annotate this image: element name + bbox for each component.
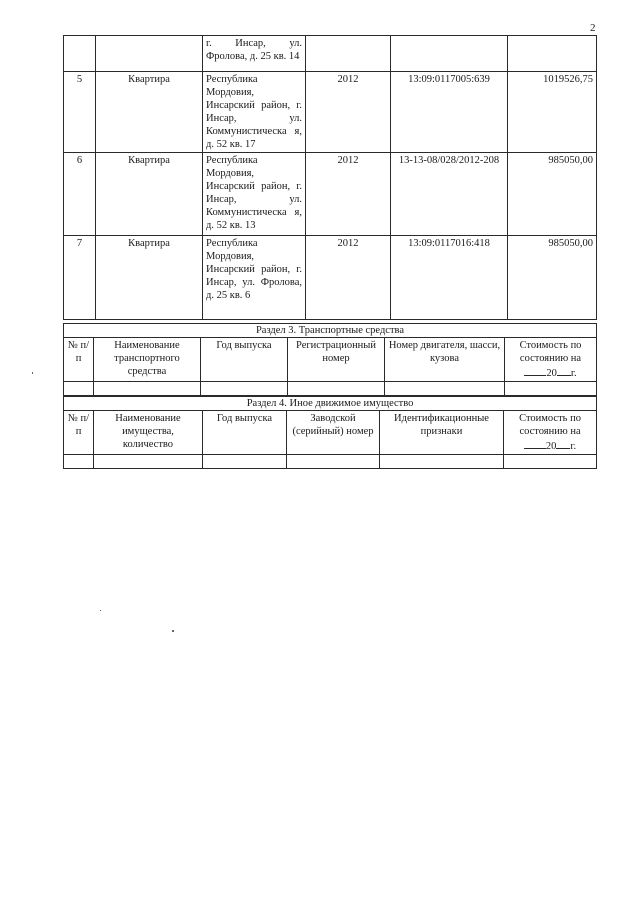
object-address: г. Инсар, ул. Фролова, д. 25 кв. 14 [203,36,306,72]
object-cost: 985050,00 [508,236,597,320]
object-name: Квартира [96,236,203,320]
object-name: Квартира [96,72,203,153]
header-vehicle-name: Наименование транспортного средства [94,338,201,382]
table-row [64,36,597,72]
table-row [64,382,597,396]
object-address: Республика Мордовия, Инсарский район, г. Инсар, ул. Коммунистическа я, д. 52 кв. 17 [203,72,306,153]
blank-line [557,365,571,376]
movable-property-table [63,396,597,469]
header-cost-text: Стоимость по состоянию на [519,340,582,364]
scan-speck [100,610,101,611]
header-cost-suffix: г. [570,368,577,379]
scan-speck [32,372,33,374]
cadastral-number: 13:09:0117016:418 [391,236,508,320]
object-name [96,36,203,72]
header-year: Год выпуска [203,411,287,455]
cadastral-number: 13-13-08/028/2012-208 [391,153,508,236]
row-number [64,36,96,72]
row-number: 5 [64,72,96,153]
header-serial-number: Заводской (серийный) номер [287,411,380,455]
section-3-title: Раздел 3. Транспортные средства [64,324,597,338]
table-header-row [64,338,597,382]
header-cost-year: 20 [545,441,557,452]
real-estate-table [63,35,597,320]
cadastral-number [391,36,508,72]
object-year: 2012 [306,153,391,236]
section-4-title: Раздел 4. Иное движимое имущество [64,397,597,411]
object-name: Квартира [96,153,203,236]
table-header-row [64,411,597,455]
blank-line [556,438,570,449]
scan-speck [172,630,174,632]
header-cost [505,338,597,382]
header-cost-suffix: г. [570,441,577,452]
row-number: 6 [64,153,96,236]
object-year: 2012 [306,72,391,153]
header-cost-year: 20 [546,368,557,379]
table-row [64,236,597,320]
table-row [64,455,597,469]
table-row [64,72,597,153]
header-num: № п/п [64,338,94,382]
header-cost [504,411,597,455]
cadastral-number: 13:09:0117005:639 [391,72,508,153]
page-number: 2 [590,22,596,34]
row-number: 7 [64,236,96,320]
header-ident-features: Идентификационные признаки [380,411,504,455]
object-cost: 985050,00 [508,153,597,236]
object-address: Республика Мордовия, Инсарский район, г. Инсар, ул. Коммунистическа я, д. 52 кв. 13 [203,153,306,236]
blank-line [524,438,546,449]
blank-line [524,365,546,376]
header-year: Год выпуска [201,338,288,382]
object-cost: 1019526,75 [508,72,597,153]
object-cost [508,36,597,72]
table-row [64,153,597,236]
header-cost-text: Стоимость по состоянию на [519,413,581,437]
vehicles-table [63,323,597,396]
object-year [306,36,391,72]
header-property-name: Наименование имущества, количество [94,411,203,455]
header-engine-number: Номер двигателя, шасси, кузова [385,338,505,382]
object-year: 2012 [306,236,391,320]
header-reg-number: Регистрационный номер [288,338,385,382]
object-address: Республика Мордовия, Инсарский район, г. Инсар, ул. Фролова, д. 25 кв. 6 [203,236,306,320]
header-num: № п/п [64,411,94,455]
